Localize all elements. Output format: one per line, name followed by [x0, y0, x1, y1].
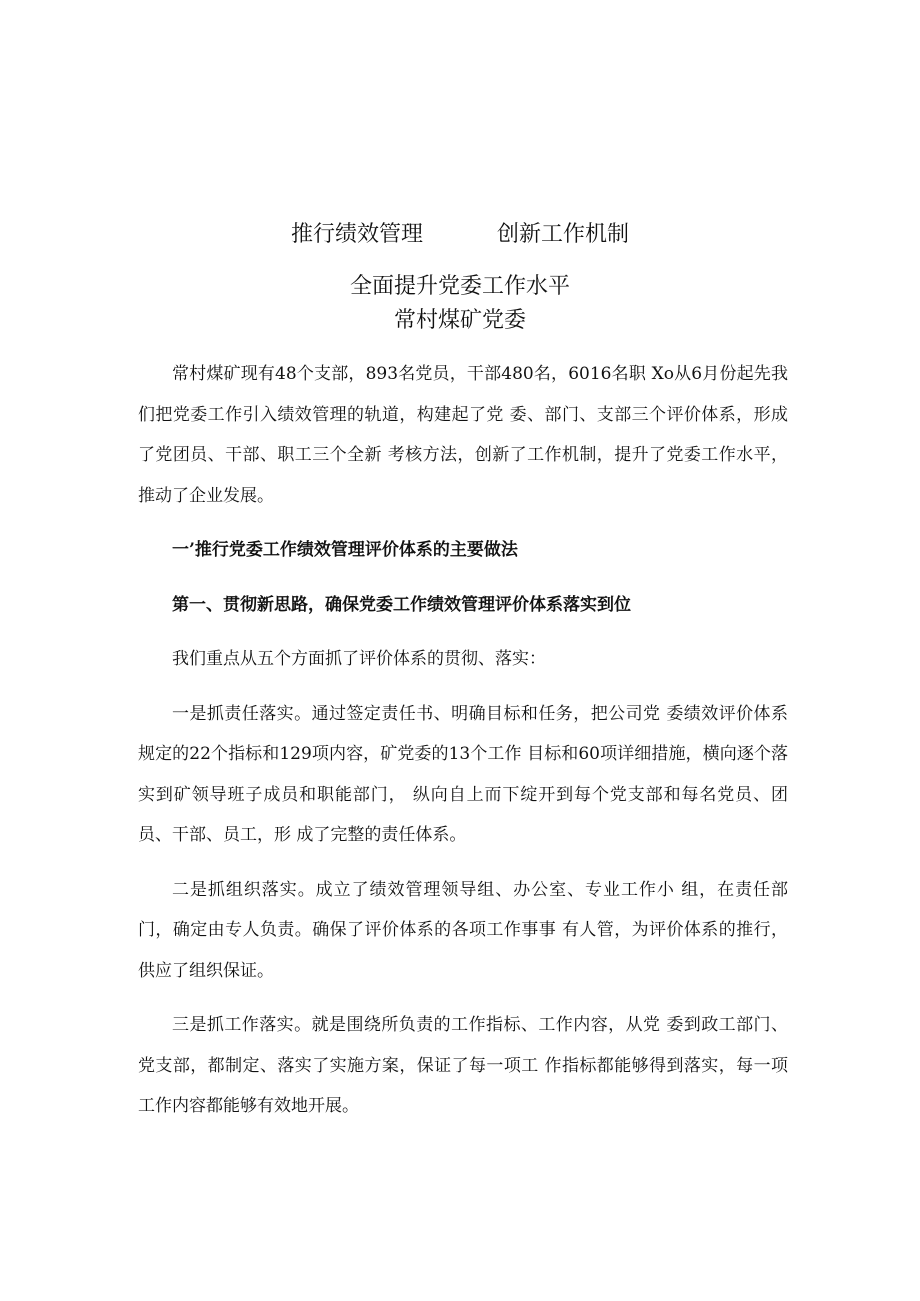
paragraph: 我们重点从五个方面抓了评价体系的贯彻、落实： — [172, 649, 546, 669]
title-line-1 — [0, 217, 920, 248]
paragraph: 二是抓组织落实。成立了绩效管理领导组、办公室、专业工作小 组，在责任部门，确定由专人负责。确保了评价体系的各项工作事事 有人管，为评价体系的推行，供应了组织保证。 — [138, 879, 788, 981]
title-part-2: 创新工作机制 — [497, 222, 630, 247]
title-part-1: 推行绩效管理 — [290, 222, 423, 247]
document-body — [138, 354, 788, 1141]
title-line-2: 全面提升党委工作水平 — [349, 274, 570, 299]
subsection-heading: 第一、贯彻新思路，确保党委工作绩效管理评价体系落实到位 — [172, 594, 631, 615]
author-line: 常村煤矿党委 — [393, 308, 526, 333]
paragraph: 一是抓责任落实。通过签定责任书、明确目标和任务，把公司党 委绩效评价体系规定的22个指标和129项内容，矿党委的13个工作 目标和60项详细措施，横向逐个落实到矿领导班子成员和职能部门， 纵向自上而下绽开到每个党支部和每名党员、团员、干部、员工，形 成了完整的责任体系。 — [138, 703, 788, 845]
section-heading: 一’推行党委工作绩效管理评价体系的主要做法 — [172, 540, 518, 560]
paragraph-intro: 常村煤矿现有48个支部，893名党员，干部480名，6016名职 Xo从6月份起先我们把党委工作引入绩效管理的轨道，构建起了党 委、部门、支部三个评价体系，形成了党团员、干部、职工三个全新 考核方法，创新了工作机制，提升了党委工作水平，推动了企业发展。 — [138, 364, 788, 506]
paragraph: 三是抓工作落实。就是围绕所负责的工作指标、工作内容，从党 委到政工部门、党支部，都制定、落实了实施方案，保证了每一项工 作指标都能够得到落实，每一项工作内容都能够有效地开展。 — [138, 1015, 788, 1116]
